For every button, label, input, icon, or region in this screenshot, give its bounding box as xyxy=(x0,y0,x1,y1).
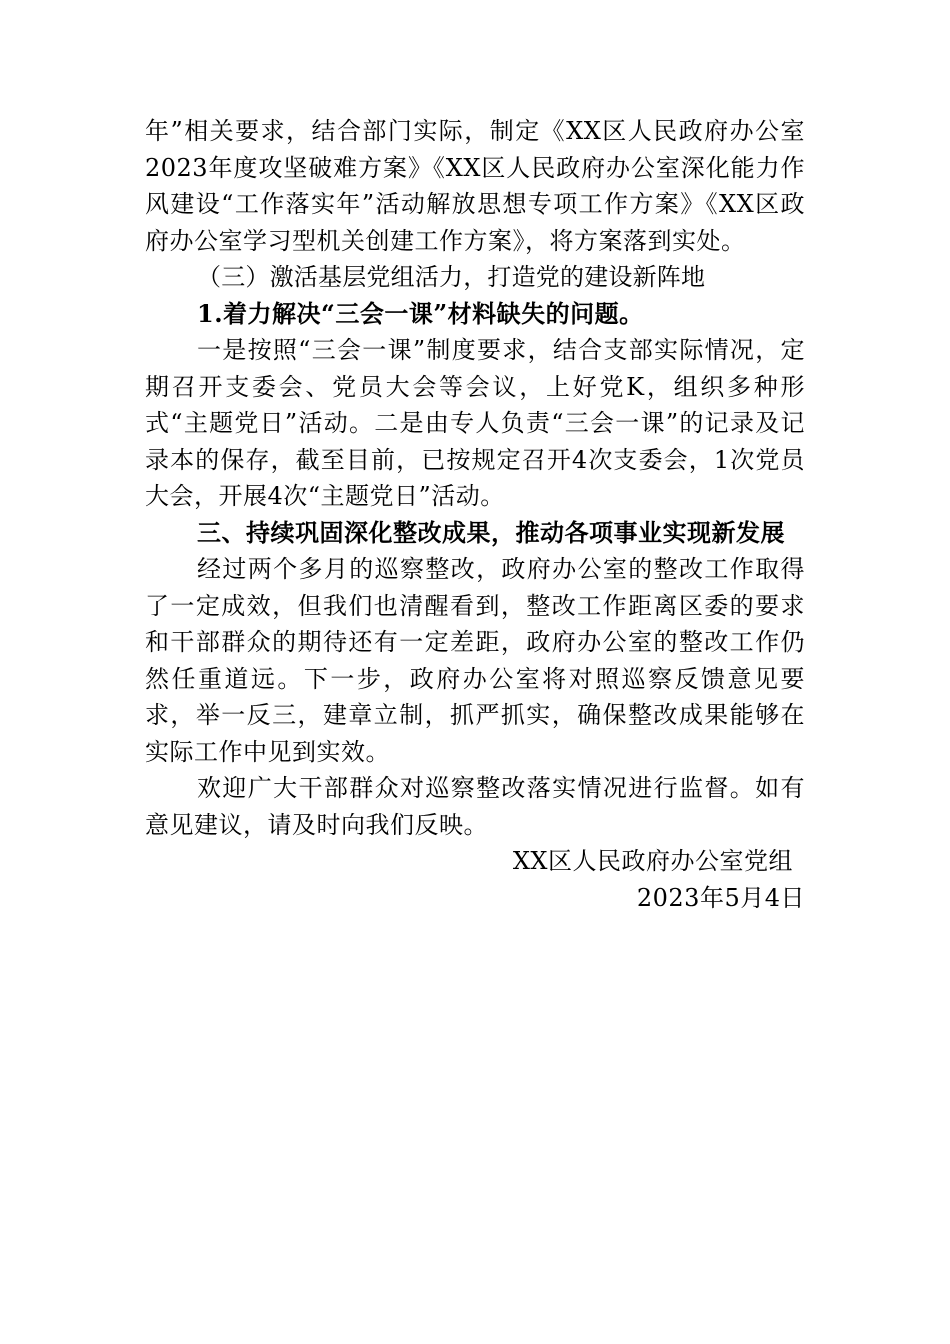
document-body xyxy=(145,113,805,916)
section-three-heading: 三、持续巩固深化整改成果，推动各项事业实现新发展 xyxy=(197,517,785,547)
continued-paragraph: 年”相关要求，结合部门实际，制定《XX区人民政府办公室2023年度攻坚破难方案》《XX区人民政府办公室深化能力作风建设“工作落实年”活动解放思想专项工作方案》《XX区政府办公室学习型机关创建工作方案》，将方案落到实处。 xyxy=(145,117,805,255)
subheading-three: （三）激活基层党组活力，打造党的建设新阵地 xyxy=(197,263,706,291)
item-one-heading: 1.着力解决“三会一课”材料缺失的问题。 xyxy=(197,298,644,328)
body-paragraph-supervision: 欢迎广大干部群众对巡察整改落实情况进行监督。如有意见建议，请及时向我们反映。 xyxy=(145,774,805,839)
body-paragraph-meetings: 一是按照“三会一课”制度要求，结合支部实际情况，定期召开支委会、党员大会等会议，上好党K，组织多种形式“主题党日”活动。二是由专人负责“三会一课”的记录及记录本的保存，截至目前，已按规定召开4次支委会，1次党员大会，开展4次“主题党日”活动。 xyxy=(145,336,805,510)
body-paragraph-rectification: 经过两个多月的巡察整改，政府办公室的整改工作取得了一定成效，但我们也清醒看到，整改工作距离区委的要求和干部群众的期待还有一定差距，政府办公室的整改工作仍然任重道远。下一步，政府办公室将对照巡察反馈意见要求，举一反三，建章立制，抓严抓实，确保整改成果能够在实际工作中见到实效。 xyxy=(145,555,805,766)
signature-organization: XX区人民政府办公室党组 xyxy=(512,847,793,875)
signature-date: 2023年5月4日 xyxy=(636,883,805,912)
